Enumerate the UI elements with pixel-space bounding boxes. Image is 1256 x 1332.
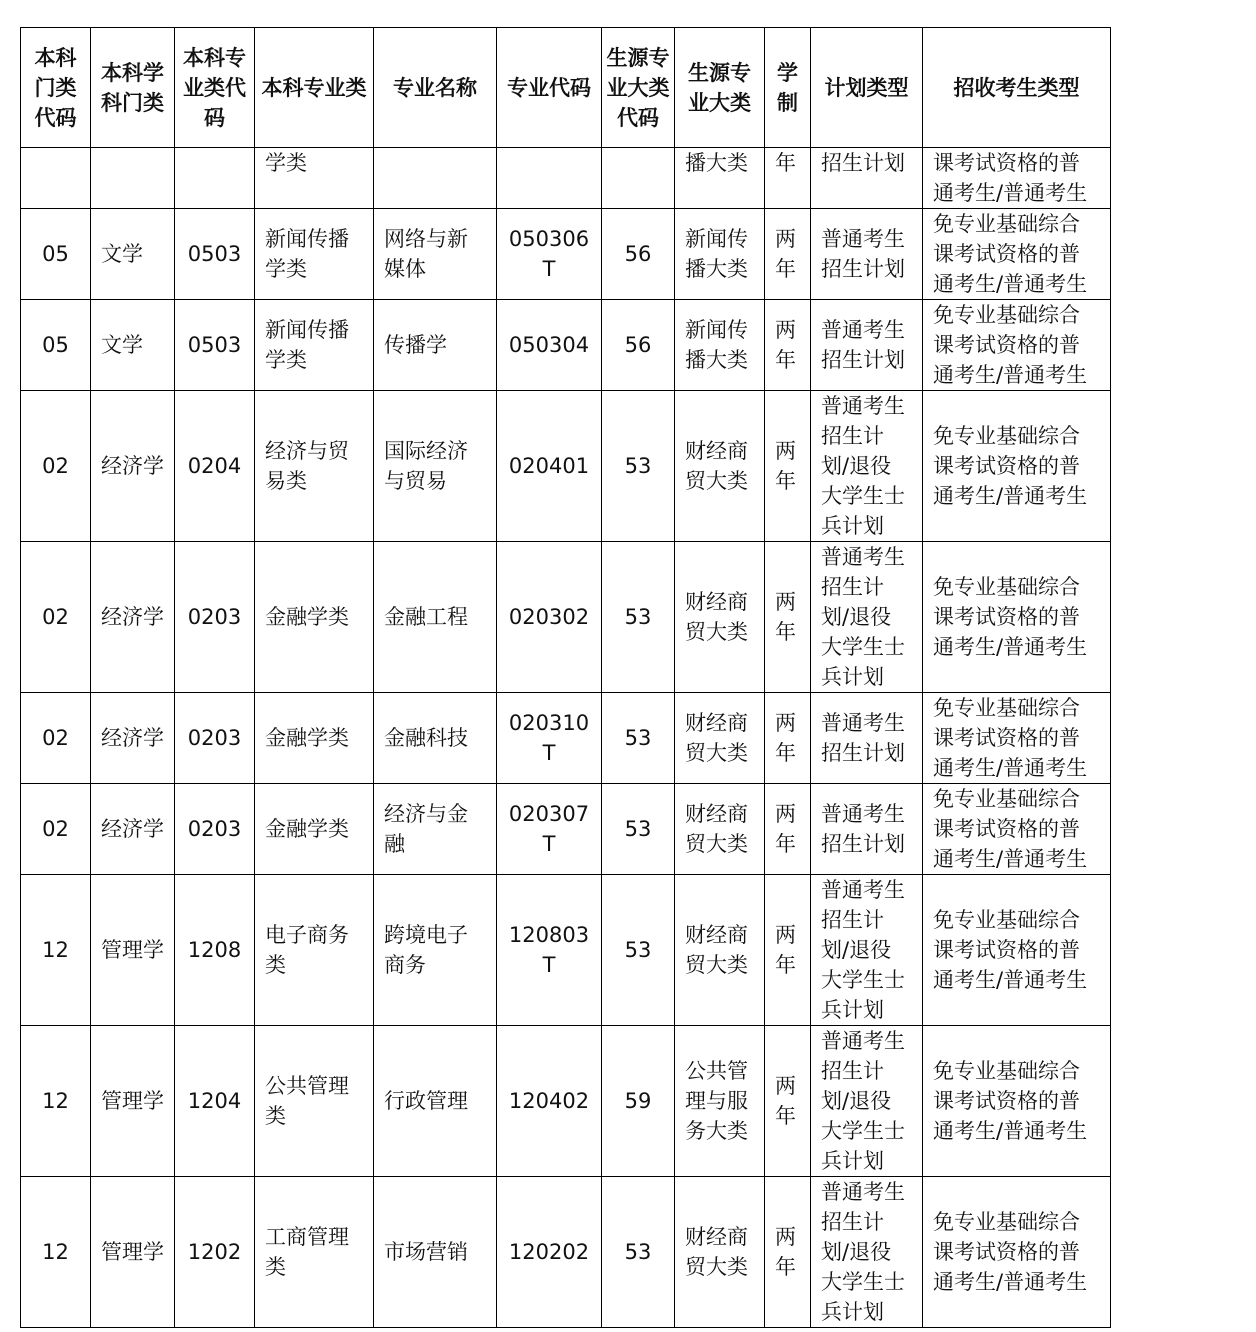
cell-source-class: 公共管理与服务大类	[675, 1026, 765, 1177]
cell-source-class: 财经商贸大类	[675, 875, 765, 1026]
header-class-code: 本科专业类代码	[175, 28, 255, 148]
cell-major-code: 020310T	[497, 693, 602, 784]
header-class: 本科专业类	[255, 28, 374, 148]
cell-class-code: 0204	[175, 391, 255, 542]
cell-major-code: 050306T	[497, 209, 602, 300]
cell-class-code: 0203	[175, 784, 255, 875]
table-row-partial	[21, 148, 1111, 209]
cell-class: 公共管理类	[255, 1026, 374, 1177]
cell-duration: 两年	[765, 300, 811, 391]
table-row	[21, 300, 1111, 391]
cell-exam-type: 免专业基础综合课考试资格的普通考生/普通考生	[923, 209, 1111, 300]
cell-source-class: 财经商贸大类	[675, 542, 765, 693]
cell-category: 经济学	[91, 391, 175, 542]
cell-exam-type: 免专业基础综合课考试资格的普通考生/普通考生	[923, 784, 1111, 875]
header-major-code: 专业代码	[497, 28, 602, 148]
cell-plan-type: 普通考生招生计划	[811, 784, 923, 875]
table-row	[21, 693, 1111, 784]
cell-class-code	[175, 148, 255, 209]
cell-duration: 两年	[765, 1026, 811, 1177]
cell-class: 金融学类	[255, 542, 374, 693]
cell-major-code	[497, 148, 602, 209]
cell-category-code: 12	[21, 875, 91, 1026]
cell-exam-type: 免专业基础综合课考试资格的普通考生/普通考生	[923, 875, 1111, 1026]
cell-duration: 年	[765, 148, 811, 209]
cell-category-code: 02	[21, 391, 91, 542]
cell-source-class: 财经商贸大类	[675, 1177, 765, 1328]
cell-major-name: 行政管理	[374, 1026, 497, 1177]
cell-source-code: 53	[602, 542, 675, 693]
cell-source-class: 财经商贸大类	[675, 391, 765, 542]
cell-class: 经济与贸易类	[255, 391, 374, 542]
header-source-code: 生源专业大类代码	[602, 28, 675, 148]
cell-major-code: 020307T	[497, 784, 602, 875]
cell-major-name: 国际经济与贸易	[374, 391, 497, 542]
header-plan-type: 计划类型	[811, 28, 923, 148]
cell-duration: 两年	[765, 784, 811, 875]
cell-source-class: 财经商贸大类	[675, 784, 765, 875]
table-row	[21, 1177, 1111, 1328]
admissions-table	[20, 27, 1111, 1328]
cell-exam-type: 免专业基础综合课考试资格的普通考生/普通考生	[923, 1177, 1111, 1328]
table-row	[21, 209, 1111, 300]
cell-plan-type: 普通考生招生计划/退役大学生士兵计划	[811, 875, 923, 1026]
cell-class: 学类	[255, 148, 374, 209]
cell-exam-type: 免专业基础综合课考试资格的普通考生/普通考生	[923, 300, 1111, 391]
header-source-class: 生源专业大类	[675, 28, 765, 148]
cell-plan-type: 普通考生招生计划	[811, 209, 923, 300]
cell-class-code: 1204	[175, 1026, 255, 1177]
cell-major-name: 跨境电子商务	[374, 875, 497, 1026]
cell-category: 经济学	[91, 784, 175, 875]
table-row	[21, 391, 1111, 542]
cell-category: 管理学	[91, 1177, 175, 1328]
cell-major-name: 经济与金融	[374, 784, 497, 875]
cell-exam-type: 免专业基础综合课考试资格的普通考生/普通考生	[923, 1026, 1111, 1177]
cell-category: 管理学	[91, 1026, 175, 1177]
cell-class-code: 0503	[175, 209, 255, 300]
cell-plan-type: 普通考生招生计划/退役大学生士兵计划	[811, 391, 923, 542]
cell-exam-type: 免专业基础综合课考试资格的普通考生/普通考生	[923, 391, 1111, 542]
cell-plan-type: 普通考生招生计划	[811, 693, 923, 784]
cell-major-code: 020401	[497, 391, 602, 542]
cell-category: 文学	[91, 300, 175, 391]
cell-major-name: 网络与新媒体	[374, 209, 497, 300]
table-row	[21, 1026, 1111, 1177]
cell-source-code: 59	[602, 1026, 675, 1177]
cell-duration: 两年	[765, 542, 811, 693]
cell-class-code: 0203	[175, 542, 255, 693]
cell-class: 电子商务类	[255, 875, 374, 1026]
cell-plan-type: 普通考生招生计划/退役大学生士兵计划	[811, 542, 923, 693]
header-row	[21, 28, 1111, 148]
cell-duration: 两年	[765, 1177, 811, 1328]
cell-major-name: 市场营销	[374, 1177, 497, 1328]
table-row	[21, 542, 1111, 693]
cell-class-code: 0503	[175, 300, 255, 391]
cell-source-code: 56	[602, 209, 675, 300]
cell-source-code: 56	[602, 300, 675, 391]
header-exam-type: 招收考生类型	[923, 28, 1111, 148]
cell-category-code: 02	[21, 693, 91, 784]
cell-plan-type: 普通考生招生计划/退役大学生士兵计划	[811, 1026, 923, 1177]
header-major-name: 专业名称	[374, 28, 497, 148]
cell-exam-type: 免专业基础综合课考试资格的普通考生/普通考生	[923, 693, 1111, 784]
cell-class: 新闻传播学类	[255, 300, 374, 391]
cell-source-code	[602, 148, 675, 209]
cell-source-code: 53	[602, 784, 675, 875]
table-row	[21, 875, 1111, 1026]
cell-major-name: 金融工程	[374, 542, 497, 693]
cell-class-code: 0203	[175, 693, 255, 784]
table-row	[21, 784, 1111, 875]
cell-category: 文学	[91, 209, 175, 300]
cell-duration: 两年	[765, 875, 811, 1026]
cell-source-code: 53	[602, 1177, 675, 1328]
cell-exam-type: 免专业基础综合课考试资格的普通考生/普通考生	[923, 542, 1111, 693]
cell-category-code: 12	[21, 1177, 91, 1328]
cell-plan-type: 普通考生招生计划	[811, 300, 923, 391]
cell-category	[91, 148, 175, 209]
cell-category-code: 05	[21, 209, 91, 300]
cell-source-code: 53	[602, 875, 675, 1026]
cell-major-code: 050304	[497, 300, 602, 391]
cell-class: 新闻传播学类	[255, 209, 374, 300]
cell-source-code: 53	[602, 391, 675, 542]
cell-major-code: 020302	[497, 542, 602, 693]
cell-category-code: 12	[21, 1026, 91, 1177]
cell-class: 金融学类	[255, 693, 374, 784]
header-duration: 学制	[765, 28, 811, 148]
cell-exam-type: 课考试资格的普通考生/普通考生	[923, 148, 1111, 209]
cell-duration: 两年	[765, 209, 811, 300]
cell-source-class: 财经商贸大类	[675, 693, 765, 784]
cell-category-code: 02	[21, 784, 91, 875]
header-category-code: 本科门类代码	[21, 28, 91, 148]
cell-class: 金融学类	[255, 784, 374, 875]
cell-class: 工商管理类	[255, 1177, 374, 1328]
cell-source-class: 播大类	[675, 148, 765, 209]
cell-duration: 两年	[765, 693, 811, 784]
cell-source-class: 新闻传播大类	[675, 300, 765, 391]
cell-plan-type: 普通考生招生计划/退役大学生士兵计划	[811, 1177, 923, 1328]
cell-category-code	[21, 148, 91, 209]
cell-major-code: 120202	[497, 1177, 602, 1328]
cell-source-class: 新闻传播大类	[675, 209, 765, 300]
cell-source-code: 53	[602, 693, 675, 784]
cell-class-code: 1208	[175, 875, 255, 1026]
cell-major-code: 120402	[497, 1026, 602, 1177]
header-category: 本科学科门类	[91, 28, 175, 148]
cell-category-code: 02	[21, 542, 91, 693]
cell-duration: 两年	[765, 391, 811, 542]
cell-major-code: 120803T	[497, 875, 602, 1026]
cell-major-name: 传播学	[374, 300, 497, 391]
cell-plan-type: 招生计划	[811, 148, 923, 209]
cell-major-name	[374, 148, 497, 209]
cell-category: 管理学	[91, 875, 175, 1026]
cell-category: 经济学	[91, 542, 175, 693]
cell-class-code: 1202	[175, 1177, 255, 1328]
cell-major-name: 金融科技	[374, 693, 497, 784]
cell-category: 经济学	[91, 693, 175, 784]
cell-category-code: 05	[21, 300, 91, 391]
